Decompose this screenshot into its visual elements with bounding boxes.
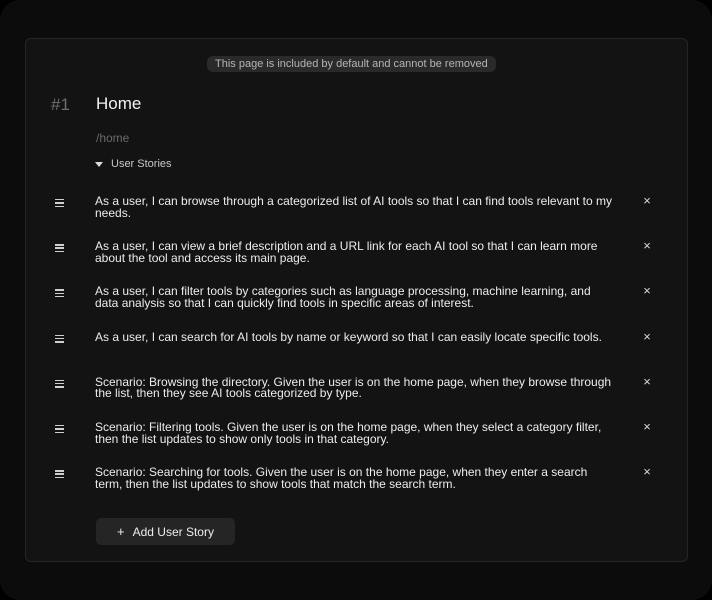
user-story-text[interactable]: As a user, I can view a brief description and a URL link for each AI tool so that I can learn more about the tool and access its main page. <box>95 239 598 265</box>
user-story-item <box>26 238 687 281</box>
close-icon[interactable]: × <box>643 464 651 480</box>
drag-handle-icon[interactable] <box>55 335 64 343</box>
user-story-text[interactable]: As a user, I can search for AI tools by name or keyword so that I can easily locate specific tools. <box>95 329 602 344</box>
drag-handle-icon[interactable] <box>55 470 64 478</box>
page-title: Home <box>96 94 142 113</box>
drag-handle-icon[interactable] <box>55 199 64 207</box>
user-story-text[interactable]: As a user, I can browse through a categorized list of AI tools so that I can find tools relevant to my needs. <box>95 194 612 220</box>
page-card <box>25 38 688 562</box>
close-icon[interactable]: × <box>643 283 651 299</box>
drag-handle-icon[interactable] <box>55 244 64 252</box>
close-icon[interactable]: × <box>643 328 651 344</box>
page-path: /home <box>96 131 130 145</box>
user-story-item <box>26 328 687 372</box>
user-story-item <box>26 419 687 462</box>
add-user-story-label: Add User Story <box>132 524 214 539</box>
close-icon[interactable]: × <box>643 238 651 254</box>
caret-down-icon <box>95 162 103 167</box>
user-story-item <box>26 464 687 507</box>
page-number: #1 <box>51 95 70 114</box>
user-story-text[interactable]: Scenario: Filtering tools. Given the user is on the home page, when they select a category filter, then the list updates to show only tools in that category. <box>95 420 602 446</box>
close-icon[interactable]: × <box>643 373 651 389</box>
user-story-text[interactable]: Scenario: Browsing the directory. Given the user is on the home page, when they browse through the list, then they see AI tools categorized by type. <box>95 374 612 401</box>
close-icon[interactable]: × <box>643 419 651 434</box>
user-stories-label: User Stories <box>111 158 172 170</box>
user-story-item <box>26 373 687 417</box>
user-story-item <box>26 193 687 236</box>
default-page-notice: This page is included by default and cannot be removed <box>207 56 496 72</box>
user-stories-toggle[interactable] <box>94 157 172 171</box>
add-user-story-button[interactable] <box>96 518 235 545</box>
drag-handle-icon[interactable] <box>55 380 64 388</box>
user-story-text[interactable]: Scenario: Searching for tools. Given the user is on the home page, when they enter a search term, then the list updates to show tools that match the search term. <box>95 465 588 491</box>
drag-handle-icon[interactable] <box>55 289 64 297</box>
drag-handle-icon[interactable] <box>55 425 64 433</box>
user-story-item <box>26 283 687 326</box>
plus-icon: + <box>117 524 125 539</box>
user-story-text[interactable]: As a user, I can filter tools by categories such as language processing, machine learning, and data analysis so that I can quickly find tools in specific areas of interest. <box>95 284 591 310</box>
close-icon[interactable]: × <box>643 193 651 208</box>
